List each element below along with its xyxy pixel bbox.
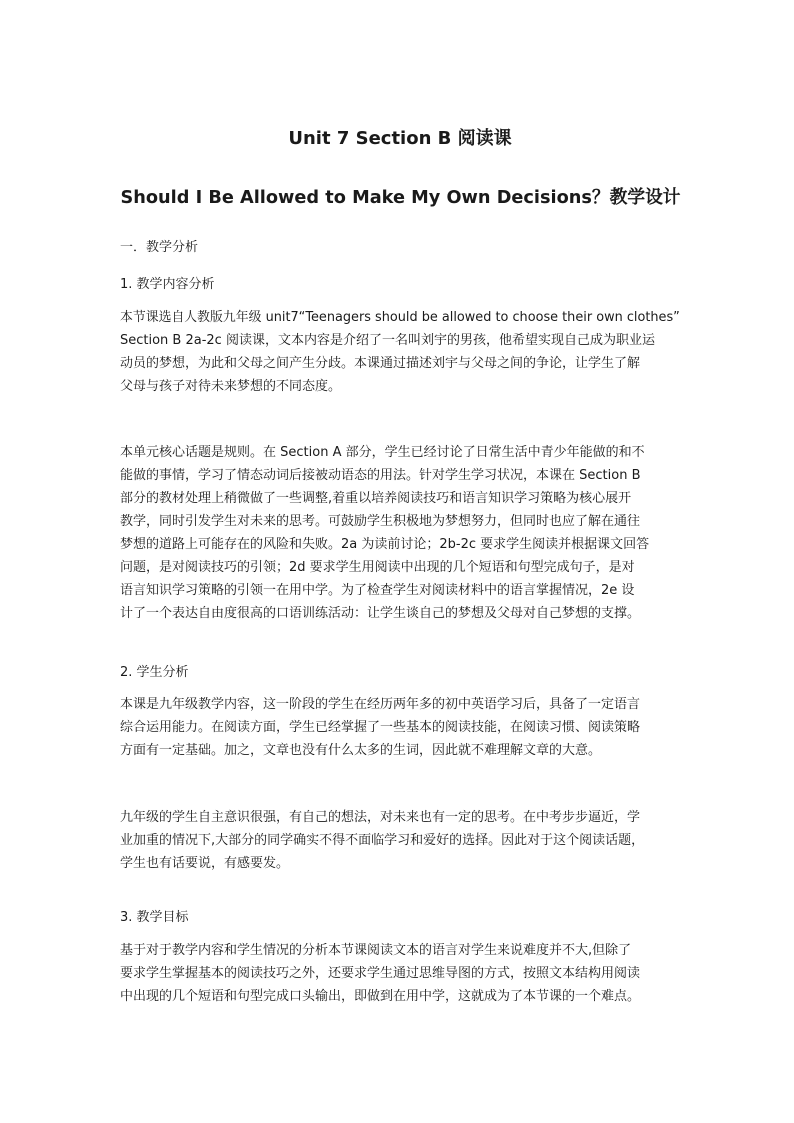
text-line: 语言知识学习策略的引领一在用中学。为了检查学生对阅读材料中的语言掌握情况，2e 设	[120, 583, 635, 598]
text-line: 父母与孩子对待未来梦想的不同态度。	[120, 379, 342, 394]
text-line: 中出现的几个短语和句型完成口头输出，即做到在用中学，这就成为了本节课的一个难点。	[120, 989, 641, 1004]
text-line: 本节课选自人教版九年级 unit7“Teenagers should be allowed to choose their own clothes”	[120, 310, 680, 325]
text-line: 九年级的学生自主意识很强，有自己的想法，对未来也有一定的思考。在中考步步逼近，学	[120, 810, 641, 825]
text-line: 本单元核心话题是规则。在 Section A 部分，学生已经讨论了日常生活中青少年能做的和不	[120, 445, 645, 460]
text-line: 基于对于教学内容和学生情况的分析本节课阅读文本的语言对学生来说难度并不大,但除了	[120, 943, 632, 958]
paragraph-content-1	[120, 306, 680, 398]
section-heading-analysis: 一．教学分析	[120, 240, 199, 255]
text-line: 能做的事情，学习了情态动词后接被动语态的用法。针对学生学习状况，本课在 Section B	[120, 468, 641, 483]
section-heading-content: 1. 教学内容分析	[120, 277, 215, 292]
text-line: 方面有一定基础。加之，文章也没有什么太多的生词，因此就不难理解文章的大意。	[120, 743, 602, 758]
text-line: 问题，是对阅读技巧的引领；2d 要求学生用阅读中出现的几个短语和句型完成句子，是对	[120, 560, 635, 575]
text-line: 学生也有话要说，有感要发。	[120, 856, 290, 871]
paragraph-students-2	[120, 806, 680, 875]
section-heading-goals: 3. 教学目标	[120, 910, 189, 925]
paragraph-content-2	[120, 441, 680, 625]
text-line: 业加重的情况下,大部分的同学确实不得不面临学习和爱好的选择。因此对于这个阅读话题，	[120, 833, 645, 848]
text-line: 动员的梦想，为此和父母之间产生分歧。本课通过描述刘宇与父母之间的争论，让学生了解	[120, 356, 641, 371]
text-line: 计了一个表达自由度很高的口语训练活动：让学生谈自己的梦想及父母对自己梦想的支撑。	[120, 606, 641, 621]
text-line: 综合运用能力。在阅读方面，学生已经掌握了一些基本的阅读技能，在阅读习惯、阅读策略	[120, 720, 641, 735]
text-line: 部分的教材处理上稍微做了一些调整,着重以培养阅读技巧和语言知识学习策略为核心展开	[120, 491, 632, 506]
document-title: Unit 7 Section B 阅读课	[288, 128, 512, 149]
paragraph-goals-1	[120, 939, 680, 1008]
text-line: 梦想的道路上可能存在的风险和失败。2a 为读前讨论；2b-2c 要求学生阅读并根据课文回答	[120, 537, 650, 552]
section-heading-students: 2. 学生分析	[120, 665, 189, 680]
text-line: 要求学生掌握基本的阅读技巧之外，还要求学生通过思维导图的方式，按照文本结构用阅读	[120, 966, 641, 981]
document-subtitle: Should I Be Allowed to Make My Own Decisions？教学设计	[120, 187, 681, 208]
paragraph-students-1	[120, 693, 680, 762]
text-line: 本课是九年级教学内容，这一阶段的学生在经历两年多的初中英语学习后，具备了一定语言	[120, 697, 641, 712]
text-line: Section B 2a-2c 阅读课，文本内容是介绍了一名叫刘宇的男孩，他希望实现自己成为职业运	[120, 333, 655, 348]
text-line: 教学，同时引发学生对未来的思考。可鼓励学生积极地为梦想努力，但同时也应了解在通往	[120, 514, 641, 529]
